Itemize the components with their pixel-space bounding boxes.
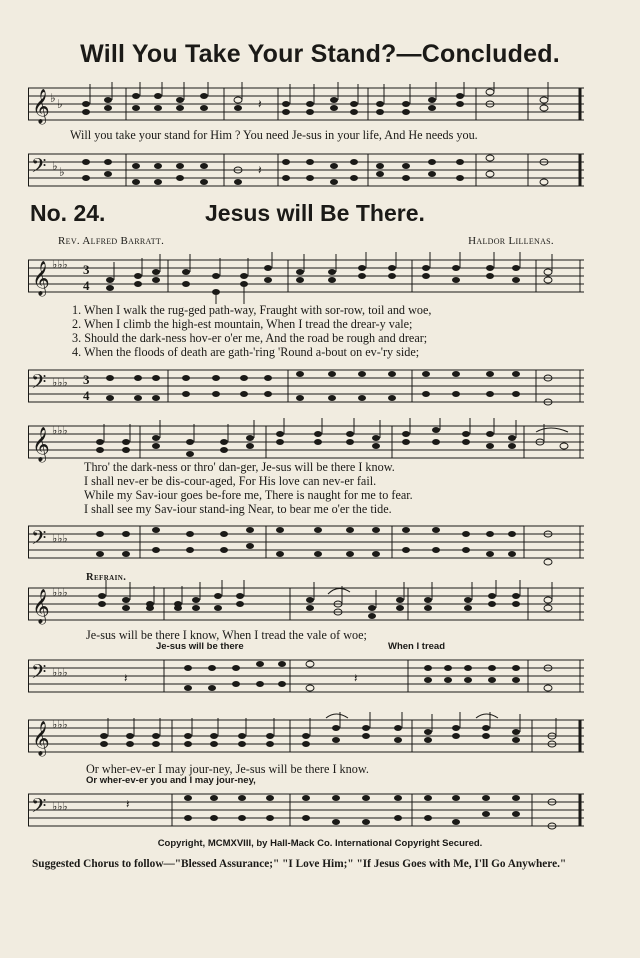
system4-treble-staff (28, 712, 588, 762)
svg-text:♭: ♭ (52, 159, 58, 173)
svg-text:♭: ♭ (50, 91, 56, 105)
top-lyric: Will you take your stand for Him ? You need Je-sus in your life, And He needs you. (70, 128, 478, 142)
system1-bass-staff (28, 362, 588, 410)
svg-text:𝄢: 𝄢 (31, 662, 47, 688)
refrain-label: Refrain. (86, 572, 127, 583)
refrain-line-1-echo-a: Je-sus will be there (156, 641, 244, 652)
top-bass-staff (28, 148, 588, 192)
svg-text:𝄽: 𝄽 (354, 671, 358, 685)
svg-text:♭♭♭: ♭♭♭ (52, 587, 68, 599)
svg-text:♭♭♭: ♭♭♭ (52, 667, 68, 679)
refrain-line-2: Or wher-ev-er I may jour-ney, Je-sus will be there I know. (86, 762, 369, 776)
svg-text:3: 3 (83, 372, 90, 387)
svg-text:𝄽: 𝄽 (258, 163, 262, 177)
system2-bass-staff (28, 518, 588, 566)
svg-text:𝄞: 𝄞 (32, 428, 50, 461)
top-treble-staff (28, 82, 588, 126)
svg-text:♭♭♭: ♭♭♭ (52, 259, 68, 271)
svg-text:𝄢: 𝄢 (31, 528, 47, 554)
svg-text:𝄞: 𝄞 (32, 262, 50, 295)
svg-text:𝄽: 𝄽 (124, 671, 128, 685)
verse-1-line-b: Thro' the dark-ness or thro' dan-ger, Je-sus will be there I know. (84, 460, 395, 474)
copyright-notice: Copyright, MCMXVIII, by Hall-Mack Co. International Copyright Secured. (157, 838, 483, 849)
page-header-title: Will You Take Your Stand?—Concluded. (80, 40, 560, 68)
svg-text:♭♭♭: ♭♭♭ (52, 719, 68, 731)
verse-3-line-b: While my Sav-iour goes be-fore me, There is naught for me to fear. (84, 488, 413, 502)
svg-text:𝄽: 𝄽 (258, 97, 262, 111)
verse-3-line-a: 3. Should the dark-ness hov-er o'er me, And the road be rough and drear; (72, 331, 428, 345)
svg-text:♭: ♭ (59, 165, 65, 179)
hymn-number: No. 24. (30, 200, 106, 226)
verse-4-line-a: 4. When the floods of death are gath-'ring 'Round a-bout on ev-'ry side; (72, 345, 420, 359)
svg-text:4: 4 (83, 278, 90, 293)
svg-text:𝄞: 𝄞 (32, 722, 50, 755)
system4-bass-staff (28, 786, 588, 834)
verse-4-line-b: I shall see my Sav-iour stand-ing Near, to bear me o'er the tide. (84, 502, 392, 516)
suggested-chorus-note: Suggested Chorus to follow—"Blessed Assurance;" "I Love Him;" "If Jesus Goes with Me, I'll Go Anywhere." (32, 858, 567, 870)
verse-1-line-a: 1. When I walk the rug-ged path-way, Fraught with sor-row, toil and woe, (72, 303, 432, 317)
svg-text:3: 3 (83, 262, 90, 277)
svg-text:𝄽: 𝄽 (126, 797, 130, 811)
svg-text:♭♭♭: ♭♭♭ (52, 533, 68, 545)
svg-text:𝄞: 𝄞 (32, 590, 50, 623)
hymn-author: Rev. Alfred Barratt. (58, 235, 165, 247)
hymn-composer: Haldor Lillenas. (468, 235, 554, 247)
system3-treble-staff (28, 580, 588, 630)
refrain-line-2-echo: Or wher-ev-er you and I may jour-ney, (86, 775, 256, 786)
verse-2-line-a: 2. When I climb the high-est mountain, When I tread the drear-y vale; (72, 317, 413, 331)
verse-2-line-b: I shall nev-er be dis-cour-aged, For His love can nev-er fail. (84, 474, 377, 488)
svg-text:♭: ♭ (57, 97, 63, 111)
svg-text:𝄞: 𝄞 (32, 90, 50, 123)
system2-treble-staff (28, 418, 588, 466)
svg-text:♭♭♭: ♭♭♭ (52, 801, 68, 813)
refrain-line-1: Je-sus will be there I know, When I tread the vale of woe; (86, 628, 367, 642)
svg-text:♭♭♭: ♭♭♭ (52, 425, 68, 437)
svg-text:♭♭♭: ♭♭♭ (52, 377, 68, 389)
system3-bass-staff (28, 652, 588, 700)
svg-text:𝄢: 𝄢 (31, 796, 47, 822)
refrain-line-1-echo-b: When I tread (388, 641, 446, 652)
hymn-title: Jesus will Be There. (205, 200, 425, 226)
svg-text:𝄢: 𝄢 (31, 156, 47, 182)
svg-text:𝄢: 𝄢 (31, 372, 47, 398)
system1-treble-staff (28, 252, 588, 304)
svg-text:4: 4 (83, 388, 90, 403)
